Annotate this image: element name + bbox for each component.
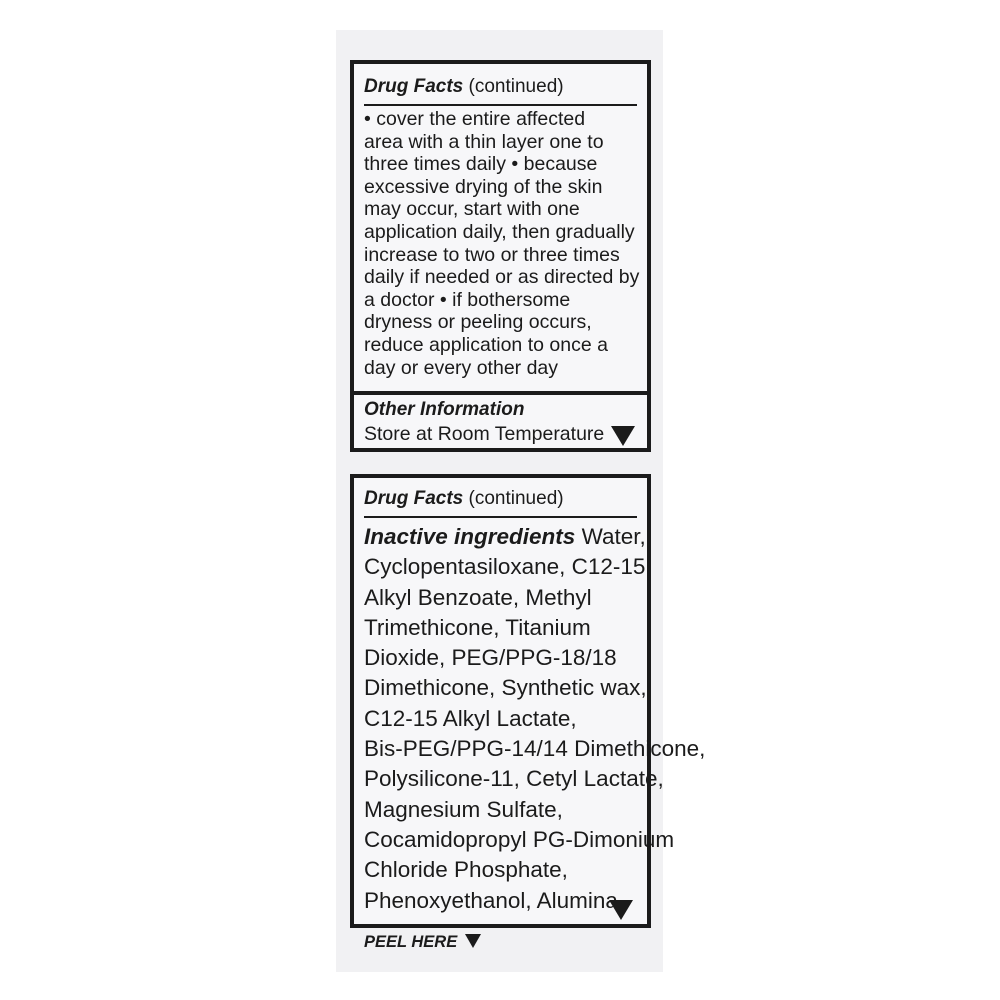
ingredients-line: Alkyl Benzoate, Methyl — [364, 584, 592, 610]
drug-facts-continued: (continued) — [463, 76, 564, 97]
drug-facts-header — [364, 70, 637, 106]
ingredients-line — [364, 522, 646, 552]
inactive-ingredients-title: Inactive ingredients — [364, 524, 576, 549]
ingredients-line: C12-15 Alkyl Lactate, — [364, 705, 577, 731]
other-information-title: Other Information — [364, 399, 525, 420]
directions-text — [364, 108, 639, 379]
ingredients-line: Bis-PEG/PPG-14/14 Dimethicone, — [364, 736, 706, 762]
directions-line: daily if needed or as directed by — [364, 266, 640, 289]
directions-line: • cover the entire affected — [364, 108, 586, 130]
inactive-ingredients-text — [364, 522, 706, 916]
directions-line: reduce application to once a — [364, 333, 608, 356]
ingredients-line: Trimethicone, Titanium — [364, 614, 591, 640]
ingredients-line: Polysilicone-11, Cetyl Lactate, — [364, 766, 664, 792]
drug-facts-panel-top — [350, 60, 651, 452]
directions-line: a doctor • if bothersome — [364, 288, 571, 311]
other-information-text: Store at Room Temperature — [364, 423, 605, 445]
directions-line: area with a thin layer one to — [364, 130, 604, 153]
ingredients-line: Chloride Phosphate, — [364, 857, 568, 883]
ingredients-line: Cocamidopropyl PG-Dimonium — [364, 826, 675, 852]
drug-facts-header — [364, 482, 637, 518]
directions-line: three times daily • because — [364, 153, 598, 176]
drug-facts-title: Drug Facts — [364, 488, 464, 509]
drug-facts-title: Drug Facts — [364, 76, 464, 97]
directions-line: may occur, start with one — [364, 198, 580, 221]
peel-here-label: PEEL HERE — [364, 933, 458, 951]
directions-line: day or every other day — [364, 356, 559, 379]
ingredients-line: Dimethicone, Synthetic wax, — [364, 675, 647, 701]
down-triangle-icon — [465, 934, 481, 948]
peel-here-tab[interactable] — [364, 930, 481, 954]
ingredients-line: Cyclopentasiloxane, C12-15 — [364, 554, 646, 580]
directions-line: increase to two or three times — [364, 243, 620, 266]
ingredients-line: Phenoxyethanol, Alumina, — [364, 887, 625, 913]
directions-line: application daily, then gradually — [364, 220, 635, 243]
directions-line: dryness or peeling occurs, — [364, 311, 592, 334]
drug-facts-continued: (continued) — [463, 488, 564, 509]
drug-facts-panel-bottom — [350, 474, 706, 928]
down-triangle-icon — [609, 900, 633, 920]
down-triangle-icon — [611, 426, 635, 446]
ingredients-line: Magnesium Sulfate, — [364, 796, 563, 822]
section-divider — [354, 391, 647, 395]
ingredients-line: Dioxide, PEG/PPG-18/18 — [364, 645, 617, 671]
ingredients-first-item: Water, — [575, 524, 646, 549]
directions-line: excessive drying of the skin — [364, 175, 603, 198]
